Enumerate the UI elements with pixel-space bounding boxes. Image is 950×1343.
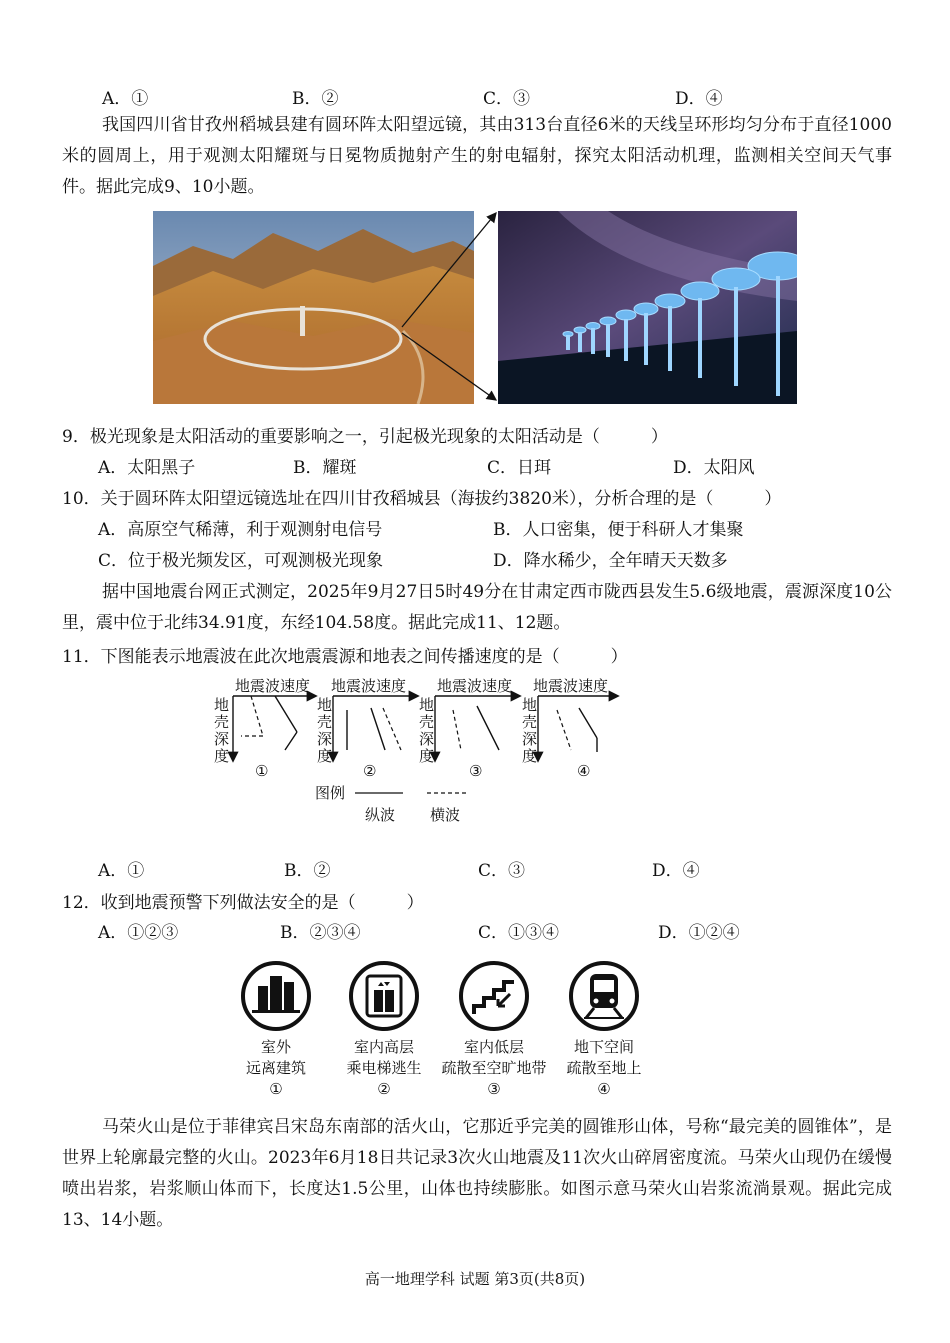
icon1-line1: 室外 [260, 1038, 292, 1056]
svg-text:深: 深 [522, 730, 538, 748]
panel3-y-label [419, 696, 434, 765]
seismic-wave-diagram [205, 670, 625, 830]
svg-text:地: 地 [317, 696, 333, 714]
icon3-line2: 疏散至空旷地带 [441, 1059, 547, 1077]
icon1-num: ① [269, 1080, 283, 1098]
svg-text:壳: 壳 [522, 713, 538, 731]
panel3-label: ③ [469, 762, 483, 780]
stairs-icon [461, 963, 527, 1029]
q11-option-d: D．④ [652, 861, 700, 881]
q8-option-d: D．④ [675, 89, 723, 109]
panel2-x-label: 地震波速度 [331, 677, 407, 695]
q10-stem: 10．关于圆环阵太阳望远镜选址在四川甘孜稻城县（海拔约3820米），分析合理的是（ ） [62, 489, 782, 509]
panel1-p-wave [275, 696, 297, 732]
svg-text:壳: 壳 [419, 713, 435, 731]
panel1-label: ① [255, 762, 269, 780]
icon4-line1: 地下空间 [573, 1038, 635, 1056]
icon2-line1: 室内高层 [353, 1038, 415, 1056]
svg-text:地: 地 [522, 696, 538, 714]
legend-p-label: 纵波 [365, 806, 396, 824]
subway-icon [571, 963, 637, 1029]
q12-stem: 12．收到地震预警下列做法安全的是（ ） [62, 893, 424, 913]
buildings-icon [243, 963, 309, 1029]
q12-option-b: B．②③④ [280, 923, 361, 943]
panel2-y-label [317, 696, 332, 765]
panel2-label: ② [363, 762, 377, 780]
panel4-s-wave [557, 710, 571, 750]
icon3-num: ③ [487, 1080, 501, 1098]
panel4-label: ④ [577, 762, 591, 780]
q8-option-b: B．② [292, 89, 339, 109]
q9-option-d: D．太阳风 [673, 458, 755, 478]
panel3-s-wave [453, 710, 461, 750]
svg-text:深: 深 [317, 730, 333, 748]
panel3-p-wave [477, 706, 499, 750]
q11-option-a: A．① [98, 861, 145, 881]
q9-option-b: B．耀斑 [293, 458, 357, 478]
q10-option-b: B．人口密集，便于科研人才集聚 [493, 520, 744, 540]
elevator-icon [351, 963, 417, 1029]
q12-option-a: A．①②③ [98, 923, 179, 943]
q12-option-c: C．①③④ [478, 923, 560, 943]
q11-stem: 11．下图能表示地震波在此次地震震源和地表之间传播速度的是（ ） [62, 647, 628, 667]
antenna-night-photo [498, 211, 797, 404]
q10-option-a: A．高原空气稀薄，利于观测射电信号 [98, 520, 383, 540]
svg-text:度: 度 [317, 747, 333, 765]
panel4-p-wave [579, 708, 597, 738]
icon3-line1: 室内低层 [463, 1038, 525, 1056]
q10-option-c: C．位于极光频发区，可观测极光现象 [98, 551, 384, 571]
svg-text:深: 深 [419, 730, 435, 748]
panel4-x-label: 地震波速度 [533, 677, 609, 695]
svg-text:地: 地 [419, 696, 435, 714]
icon4-num: ④ [597, 1080, 611, 1098]
panel3-x-label: 地震波速度 [437, 677, 513, 695]
panel1-x-label: 地震波速度 [235, 677, 311, 695]
intro-telescope: 我国四川省甘孜州稻城县建有圆环阵太阳望远镜，其由313台直径6米的天线呈环形均匀分布于直径1000米的圆周上，用于观测太阳耀斑与日冕物质抛射产生的射电辐射，探究太阳活动机理，监测相关空间天气事件。据此完成9、10小题。 [62, 115, 892, 197]
panel2-s-wave [383, 708, 401, 750]
panel1-y-label [214, 696, 229, 765]
legend-title: 图例 [315, 784, 346, 802]
earthquake-safety-icons [234, 958, 654, 1100]
q9-stem: 9．极光现象是太阳活动的重要影响之一，引起极光现象的太阳活动是（ ） [62, 427, 668, 447]
panel4-y-label [522, 696, 537, 765]
svg-text:地: 地 [214, 696, 230, 714]
q8-option-a: A．① [102, 89, 149, 109]
intro-quake: 据中国地震台网正式测定，2025年9月27日5时49分在甘肃定西市陇西县发生5.6级地震，震源深度10公里，震中位于北纬34.91度，东经104.58度。据此完成11、12题。 [62, 582, 892, 633]
icon4-line2: 疏散至地上 [566, 1059, 642, 1077]
icon2-num: ② [377, 1080, 391, 1098]
q10-option-d: D．降水稀少，全年晴天天数多 [493, 551, 728, 571]
q9-option-c: C．日珥 [487, 458, 552, 478]
svg-text:度: 度 [419, 747, 435, 765]
svg-text:深: 深 [214, 730, 230, 748]
page-footer: 高一地理学科 试题 第3页(共8页) [364, 1270, 586, 1288]
zoom-arrows [390, 205, 500, 410]
legend-s-label: 横波 [430, 806, 461, 824]
q8-option-c: C．③ [483, 89, 531, 109]
svg-text:壳: 壳 [317, 713, 333, 731]
icon1-line2: 远离建筑 [245, 1059, 307, 1077]
q9-option-a: A．太阳黑子 [98, 458, 196, 478]
q12-option-d: D．①②④ [658, 923, 740, 943]
intro-volcano: 马荣火山是位于菲律宾吕宋岛东南部的活火山，它那近乎完美的圆锥形山体，号称“最完美的圆锥体”，是世界上轮廓最完整的火山。2023年6月18日共记录3次火山地震及11次火山碎屑密度流。马荣火山现仍在缓慢喷出岩浆，岩浆顺山体而下，长度达1.5公里，山体也持续膨胀。如图示意马荣火山岩浆流淌景观。据此完成13、14小题。 [62, 1117, 892, 1230]
q11-option-c: C．③ [478, 861, 526, 881]
svg-text:壳: 壳 [214, 713, 230, 731]
q11-option-b: B．② [284, 861, 331, 881]
svg-text:度: 度 [214, 747, 230, 765]
panel1-s-wave [251, 696, 263, 736]
icon2-line2: 乘电梯逃生 [346, 1059, 422, 1077]
svg-text:度: 度 [522, 747, 538, 765]
